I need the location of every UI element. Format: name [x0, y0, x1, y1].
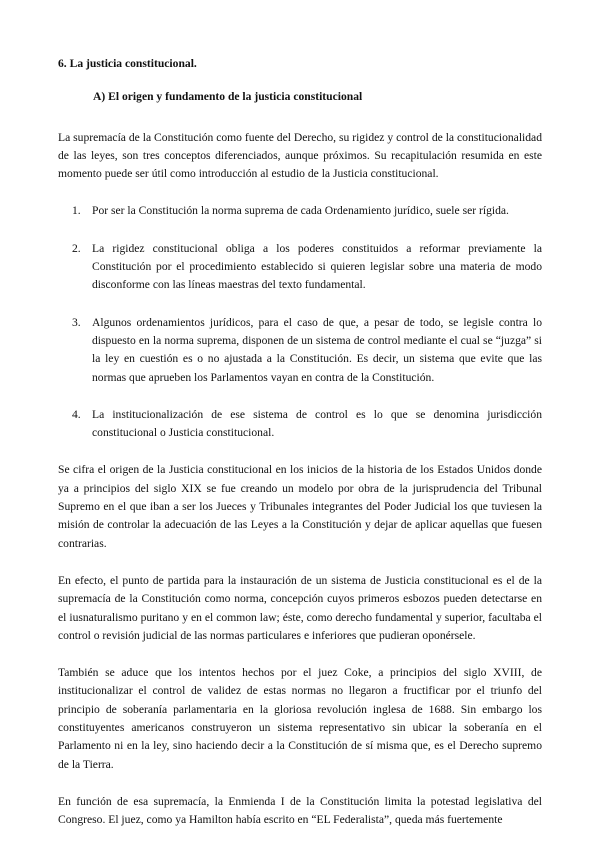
list-item	[58, 406, 542, 443]
list-number: 4.	[72, 407, 81, 421]
numbered-list	[58, 202, 542, 442]
list-number: 2.	[72, 241, 81, 255]
paragraph-supremacy: En efecto, el punto de partida para la instauración de un sistema de Justicia constitucional es el de la supremacía de la Constitución como norma, concepción cuyos primeros esbozos pueden detectarse en el iusnaturalismo puritano y en el common law; éste, como derecho fundamental y superior, facultaba el control o revisión judicial de las normas particulares e inferiores que pudieran oponérsele.	[58, 573, 542, 642]
list-text: La rigidez constitucional obliga a los poderes constituidos a reformar previamente la Constitución por el procedimiento establecido si quieren legislar sobre una materia de modo disconforme con las líneas maestras del texto fundamental.	[92, 241, 542, 292]
list-text: Algunos ordenamientos jurídicos, para el caso de que, a pesar de todo, se legisle contra lo dispuesto en la norma suprema, disponen de un sistema de control mediante el cual se “juzga” si la ley en cuestión es o no ajustada a la Constitución. Es decir, un sistema que evite que las normas que aprueben los Parlamentos vayan en contra de la Constitución.	[92, 315, 542, 384]
list-text: La institucionalización de ese sistema de control es lo que se denomina jurisdicción constitucional o Justicia constitucional.	[92, 407, 542, 440]
paragraph-amendment: En función de esa supremacía, la Enmienda I de la Constitución limita la potestad legislativa del Congreso. El juez, como ya Hamilton había escrito en “EL Federalista”, queda más fuertemente	[58, 794, 542, 827]
section-title: 6. La justicia constitucional.	[58, 57, 197, 70]
list-item	[58, 202, 542, 220]
list-number: 1.	[72, 204, 81, 218]
subsection-title: A) El origen y fundamento de la justicia constitucional	[93, 90, 363, 104]
list-text: Por ser la Constitución la norma suprema de cada Ordenamiento jurídico, suele ser rígida.	[92, 204, 509, 218]
document-body	[58, 55, 542, 849]
paragraph-coke: También se aduce que los intentos hechos por el juez Coke, a principios del siglo XVIII, de institucionalizar el control de validez de estas normas no llegaron a fructificar por el triunfo del principio de soberanía parlamentaria en la gloriosa revolución inglesa de 1688. Sin embargo los constituyentes americanos construyeron un sistema representativo sin ubicar la soberanía en el Parlamento ni en la ley, sino haciendo decir a la Constitución de sí misma que, es el Derecho supremo de la Tierra.	[58, 666, 542, 771]
paragraph-origin: Se cifra el origen de la Justicia constitucional en los inicios de la historia de los Estados Unidos donde ya a principios del siglo XIX se fue creando un modelo por obra de la jurisprudencia del Tribunal Supremo en el que iban a ser los Jueces y Tribunales integrantes del Poder Judicial los que tuviesen la misión de controlar la adecuación de las Leyes a la Constitución y dejar de aplicar aquellas que fuesen contrarias.	[58, 463, 542, 550]
list-item	[58, 314, 542, 387]
intro-paragraph: La supremacía de la Constitución como fuente del Derecho, su rigidez y control de la constitucionalidad de las leyes, son tres conceptos diferenciados, aunque próximos. Su recapitulación resumida en este momento puede ser útil como introducción al estudio de la Justicia constitucional.	[58, 130, 542, 181]
list-number: 3.	[72, 315, 81, 329]
list-item	[58, 240, 542, 295]
